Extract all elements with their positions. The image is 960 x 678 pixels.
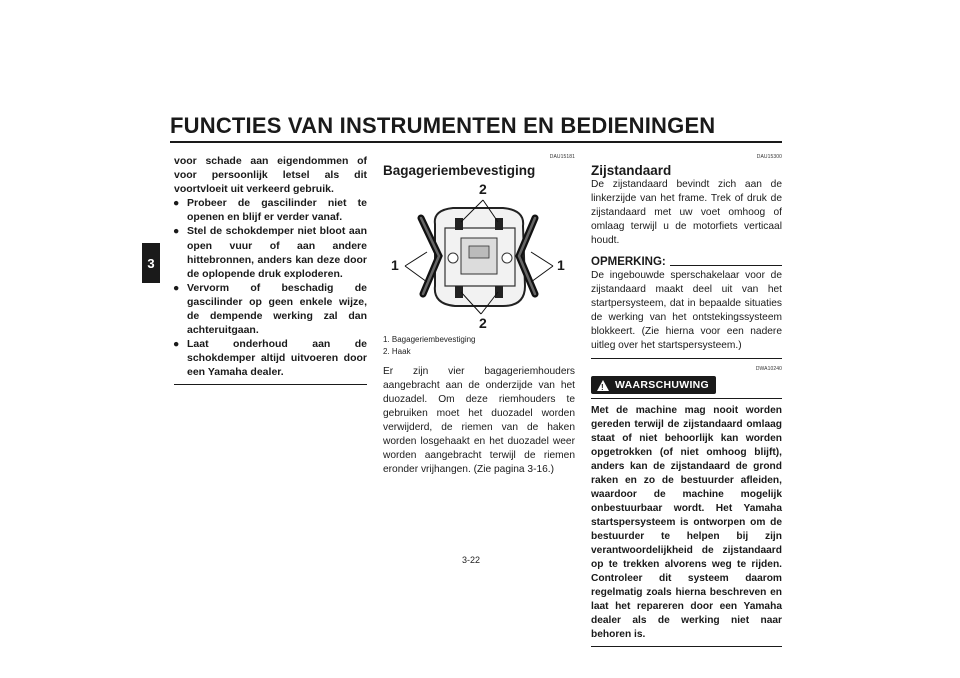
section-code: DAU15181: [549, 154, 575, 160]
legend-item: 1. Bagageriembevestiging: [383, 335, 476, 345]
title-divider: [170, 141, 782, 143]
bullet-item: ● Stel de schokdemper niet bloot aan open vuur of aan andere hittebronnen, anders kan deze door de oplopende druk exploderen.: [173, 225, 367, 280]
seat-underside-illustration: [383, 182, 575, 332]
warning-triangle-icon: !: [597, 380, 609, 391]
section-heading: Bagageriembevestiging: [383, 163, 536, 179]
note-body: De ingebouwde sperschakelaar voor de zijstandaard maakt deel uit van het startpersysteem, dat in bepaalde situaties de werking van het ontstekingssysteem blokkeert. (Zie hierna voor een nadere uitleg over het startspersysteem.): [591, 270, 782, 352]
warning-body: Met de machine mag nooit worden gereden terwijl de zijstandaard omlaag staat of niet behoorlijk kan worden opgetrokken (of niet omhoog blijft), anders kan de zijstandaard de grond raken en zo de bestuurder afleiden, waardoor de machine mogelijk onbestuurbaar wordt. Het Yamaha startspersysteem is ontworpen om de bestuurder te helpen bij zijn verantwoordelijkheid de zijstandaard op te trekken alvorens weg te rijden. Controleer dit systeem daarom regelmatig zoals hierna beschreven en laat het repareren door een Yamaha dealer als de werking niet naar behoren is.: [591, 405, 782, 641]
note-rule: [670, 265, 782, 266]
section-body: Er zijn vier bagageriemhouders aangebracht aan de onderzijde van het duozadel. Om deze riemhouders te gebruiken moet het duozadel worden verwijderd, de riemen van de haken worden losgehaakt en het duozadel weer worden aangebracht terwijl de riemen eronder vrijhangen. (Zie pagina 3-16.): [383, 366, 575, 476]
chapter-tab: 3: [142, 243, 160, 283]
bullet-item: ● Probeer de gascilinder niet te openen en blijf er verder vanaf.: [173, 197, 367, 224]
note-label: OPMERKING:: [591, 256, 666, 269]
right-column: [591, 150, 782, 647]
section-body: De zijstandaard bevindt zich aan de linkerzijde van het frame. Trek of druk de zijstandaard met uw voet omhoog of omlaag terwijl u de motorfiets verticaal houdt.: [591, 179, 782, 247]
warning-end-rule: [174, 384, 367, 385]
bullet-icon: ●: [173, 338, 180, 351]
figure-callout-2: 2: [479, 315, 487, 332]
warning-badge: [591, 376, 716, 394]
bullet-icon: ●: [173, 225, 180, 238]
middle-column: [383, 150, 575, 477]
left-column: [174, 154, 367, 385]
bullet-item: ● Vervorm of beschadig de gascilinder op geen enkele wijze, de dempende werking zal dan achteruitgaan.: [173, 281, 367, 337]
warning-end-rule: [591, 646, 782, 647]
page-number: 3-22: [462, 555, 481, 565]
note-heading: [591, 255, 782, 269]
figure-legend: [383, 334, 575, 358]
bullet-icon: ●: [173, 281, 180, 294]
page-title: FUNCTIES VAN INSTRUMENTEN EN BEDIENINGEN: [170, 113, 716, 138]
figure-callout-2: 2: [479, 181, 487, 198]
warning-top-rule: [591, 398, 782, 399]
warning-code: DWA10240: [755, 366, 782, 373]
figure-seat-underside: [383, 182, 575, 332]
warning-continuation: voor schade aan eigendommen of voor persoonlijk letsel als dit voortvloeit uit verkeerd gebruik.: [174, 155, 367, 196]
note-end-rule: [591, 358, 782, 359]
warning-label: WAARSCHUWING: [615, 379, 710, 392]
bullet-item: ● Laat onderhoud aan de schokdemper altijd uitvoeren door een Yamaha dealer.: [173, 338, 367, 379]
figure-callout-1: 1: [557, 257, 565, 274]
section-heading: Zijstandaard: [591, 163, 672, 179]
warning-bullet-list: [174, 196, 367, 379]
section-code: DAU15300: [756, 154, 782, 160]
figure-callout-1: 1: [391, 257, 399, 274]
bullet-icon: ●: [173, 197, 180, 210]
legend-item: 2. Haak: [383, 347, 411, 357]
warning-heading: [591, 376, 782, 394]
